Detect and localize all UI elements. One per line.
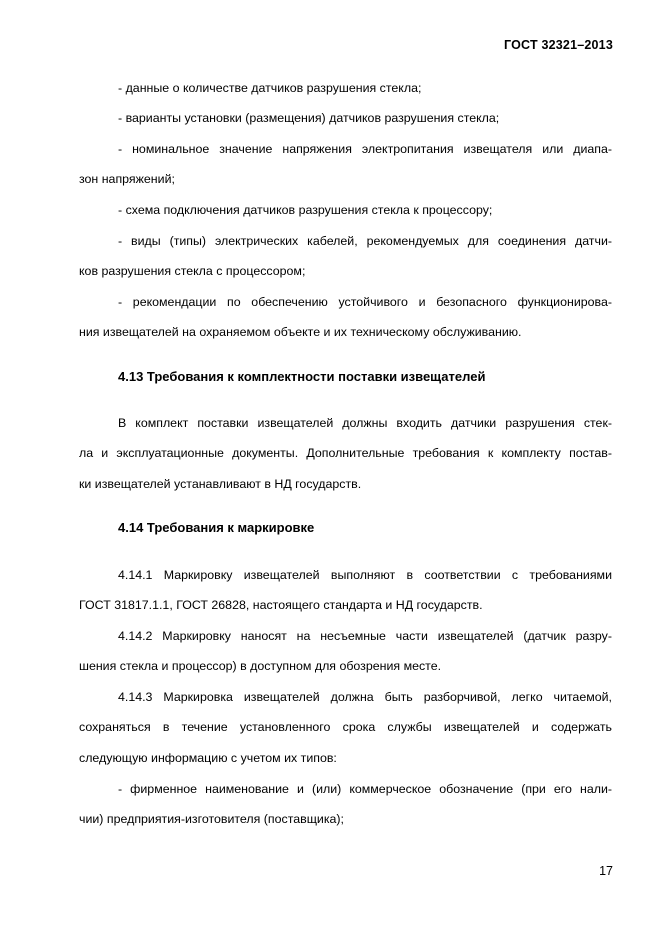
paragraph-line: ки извещателей устанавливают в НД государств. [79, 477, 362, 491]
document-code: ГОСТ 32321–2013 [504, 38, 613, 52]
list-item: - фирменное наименование и (или) коммерческое обозначение (при его нали- [118, 782, 612, 796]
list-item-continuation: зон напряжений; [79, 172, 175, 186]
paragraph-line: ГОСТ 31817.1.1, ГОСТ 26828, настоящего стандарта и НД государств. [79, 598, 483, 612]
paragraph-line: следующую информацию с учетом их типов: [79, 751, 337, 765]
list-item: - схема подключения датчиков разрушения стекла к процессору; [118, 203, 493, 217]
paragraph-line: сохраняться в течение установленного срока службы извещателей и содержать [79, 720, 612, 734]
section-heading-4-13: 4.13 Требования к комплектности поставки извещателей [118, 369, 486, 384]
paragraph-line: В комплект поставки извещателей должны входить датчики разрушения стек- [118, 416, 612, 430]
page-number: 17 [599, 864, 613, 878]
paragraph-line: 4.14.1 Маркировку извещателей выполняют в соответствии с требованиями [118, 568, 612, 582]
list-item-continuation: чии) предприятия-изготовителя (поставщика); [79, 812, 344, 826]
paragraph-line: ла и эксплуатационные документы. Дополнительные требования к комплекту постав- [79, 446, 612, 460]
list-item: - варианты установки (размещения) датчиков разрушения стекла; [118, 111, 500, 125]
list-item-continuation: ков разрушения стекла с процессором; [79, 264, 306, 278]
paragraph-line: 4.14.2 Маркировку наносят на несъемные части извещателей (датчик разру- [118, 629, 612, 643]
section-heading-4-14: 4.14 Требования к маркировке [118, 520, 315, 535]
list-item: - данные о количестве датчиков разрушения стекла; [118, 81, 422, 95]
list-item-continuation: ния извещателей на охраняемом объекте и их техническому обслуживанию. [79, 325, 522, 339]
list-item: - виды (типы) электрических кабелей, рекомендуемых для соединения датчи- [118, 234, 612, 248]
list-item: - номинальное значение напряжения электропитания извещателя или диапа- [118, 142, 612, 156]
paragraph-line: 4.14.3 Маркировка извещателей должна быть разборчивой, легко читаемой, [118, 690, 612, 704]
paragraph-line: шения стекла и процессор) в доступном для обозрения месте. [79, 659, 442, 673]
list-item: - рекомендации по обеспечению устойчивого и безопасного функционирова- [118, 295, 612, 309]
